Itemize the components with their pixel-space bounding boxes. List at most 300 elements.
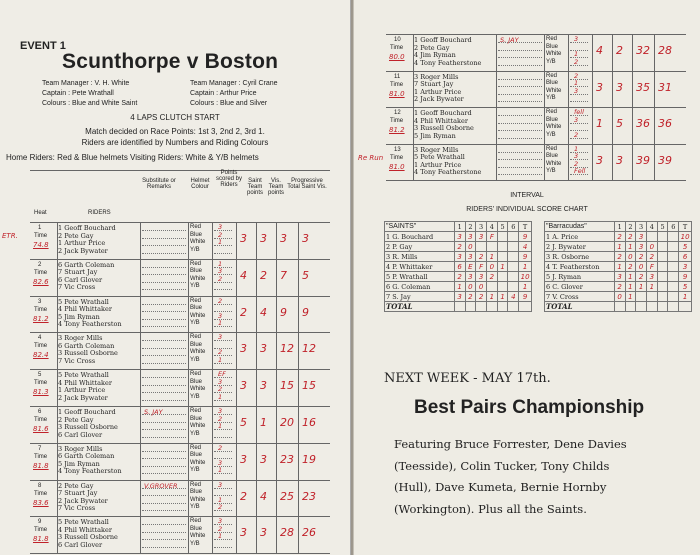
ride-score: 2 xyxy=(614,232,625,242)
ride-score: 3 xyxy=(454,292,465,302)
pts-dots xyxy=(214,230,232,231)
helmet-colour: Red xyxy=(546,145,558,152)
sub-dots xyxy=(142,289,186,290)
heat-table-bottom-rule xyxy=(30,553,330,554)
right-page xyxy=(354,0,700,555)
helmet-colour: Y/B xyxy=(546,131,556,138)
sub-dots xyxy=(142,524,186,525)
helmet-colour: Red xyxy=(190,481,202,488)
rider-points: 3 xyxy=(218,223,223,231)
prog-saint: 3 xyxy=(280,232,287,245)
ride-score xyxy=(508,242,519,252)
saint-team-points: 1 xyxy=(596,117,603,130)
ride-score: 0 xyxy=(486,262,497,272)
rider-total: 5 xyxy=(679,282,692,292)
rider-name: 3 Roger Mills xyxy=(58,444,103,453)
helmet-colour: Red xyxy=(190,408,202,414)
ride-score xyxy=(486,242,497,252)
ride-score xyxy=(668,252,679,262)
ride-score: 1 xyxy=(625,242,636,252)
rider-points: 3 xyxy=(218,311,223,320)
col-prog: Progressive Total Saint Vis. xyxy=(287,178,327,190)
sub-dots xyxy=(142,245,186,246)
heat-rule xyxy=(386,71,686,72)
rider-name: 2 Jack Bywater xyxy=(58,246,108,255)
helmet-colour: Y/B xyxy=(190,430,200,437)
vis-team-points: 3 xyxy=(616,80,623,94)
rider-name: 4 Tony Featherston xyxy=(58,320,122,329)
pts-dots xyxy=(570,101,588,102)
prog-saint: 39 xyxy=(636,153,650,167)
time-label: Time xyxy=(34,527,48,534)
saint-team-points: 3 xyxy=(596,153,603,167)
rider-points: 3 xyxy=(218,407,223,415)
ride-score: 1 xyxy=(625,272,636,282)
sub-dots xyxy=(142,532,186,533)
heat-rule xyxy=(30,332,330,333)
rider-points: 1 xyxy=(218,319,223,328)
total-cell xyxy=(454,302,465,312)
heat-number: 5 xyxy=(38,372,42,379)
rider-points: 2 xyxy=(218,524,223,533)
ride-score xyxy=(657,262,668,272)
total-cell xyxy=(679,302,692,312)
rider-row-name: 6 G. Coleman xyxy=(385,282,455,292)
col-helmet: Helmet Colour xyxy=(190,178,210,190)
prog-vis: 28 xyxy=(658,44,672,57)
heat-rule xyxy=(386,34,686,35)
rider-row-name: 7 V. Cross xyxy=(545,292,615,302)
pts-dots xyxy=(570,130,588,131)
ride-score xyxy=(508,282,519,292)
rider-points: 1 xyxy=(218,238,223,246)
prog-vis: 16 xyxy=(302,416,316,429)
ride-score: 2 xyxy=(465,292,476,302)
helmet-colour: Red xyxy=(546,72,558,79)
saint-team-points: 3 xyxy=(240,526,247,540)
pts-dots xyxy=(214,355,232,356)
heat-time: 81.8 xyxy=(33,535,49,544)
column-rule xyxy=(592,34,593,180)
score-table-saints xyxy=(384,221,532,312)
rider-name: 5 Pete Wrathall xyxy=(58,297,109,306)
ride-score: F xyxy=(476,262,487,272)
sub-dots xyxy=(498,94,542,95)
substitute-note: S. JAY xyxy=(144,408,163,416)
col-riders: RIDERS xyxy=(88,210,111,216)
heat-time: 81.2 xyxy=(389,126,405,134)
sub-dots xyxy=(142,495,186,496)
featuring-line-4: (Workington). Plus all the Saints. xyxy=(394,501,587,516)
time-label: Time xyxy=(34,490,48,497)
time-label: Time xyxy=(34,343,48,350)
sub-dots xyxy=(142,355,186,356)
rider-name: 6 Garth Coleman xyxy=(58,452,115,461)
pts-dots xyxy=(214,289,232,290)
rider-total: 1 xyxy=(519,282,532,292)
helmet-colour: Y/B xyxy=(190,246,200,253)
col-number: 2 xyxy=(465,222,476,232)
helmet-colour: Blue xyxy=(190,305,203,312)
column-rule xyxy=(654,34,655,180)
time-label: Time xyxy=(390,154,404,161)
ride-score xyxy=(657,242,668,252)
rider-total: 1 xyxy=(679,292,692,302)
pts-dots xyxy=(570,57,588,58)
ride-score xyxy=(668,272,679,282)
rider-row-name: 6 C. Glover xyxy=(545,282,615,292)
heat-time: 82.6 xyxy=(33,277,49,286)
helmet-colour: Y/B xyxy=(546,168,556,174)
total-cell xyxy=(508,302,519,312)
col-points: Points scored by Riders xyxy=(216,170,243,188)
ride-score: 1 xyxy=(625,282,636,292)
pts-dots xyxy=(214,304,232,305)
ride-score xyxy=(646,292,657,302)
rider-name: 1 Geoff Bouchard xyxy=(58,408,116,416)
rider-total: 4 xyxy=(519,242,532,252)
helmet-colour: White xyxy=(190,275,206,282)
pts-dots xyxy=(570,159,588,160)
sub-dots xyxy=(142,385,186,386)
featuring-block xyxy=(394,434,627,520)
featuring-line-3: (Hull), Dave Kumeta, Bernie Hornby xyxy=(394,480,607,494)
prog-saint: 28 xyxy=(280,526,294,540)
sub-dots xyxy=(142,510,186,511)
heat-rule xyxy=(30,516,330,517)
sub-dots xyxy=(498,65,542,66)
sub-dots xyxy=(142,363,186,364)
helmet-colour: Y/B xyxy=(546,95,556,101)
ride-score xyxy=(486,282,497,292)
rider-points: 1 xyxy=(218,259,223,268)
rider-row-name: 4 T. Featherston xyxy=(545,262,615,272)
pts-dots xyxy=(214,547,232,548)
ride-score: 2 xyxy=(486,272,497,282)
pts-dots xyxy=(214,422,232,423)
rider-name: 3 Russell Osborne xyxy=(58,349,118,358)
pts-dots xyxy=(570,65,588,66)
rider-name: 1 Arthur Price xyxy=(58,239,106,247)
prog-saint: 12 xyxy=(280,342,294,356)
sub-dots xyxy=(142,503,186,504)
pts-dots xyxy=(214,437,232,438)
heat-number: 3 xyxy=(38,298,42,305)
col-saint: Saint Team points xyxy=(246,178,263,196)
ride-score xyxy=(668,262,679,272)
helmet-colour: White xyxy=(190,533,206,540)
ride-score: 3 xyxy=(465,272,476,282)
pts-dots xyxy=(570,86,588,87)
rider-name: 4 Phil Whittaker xyxy=(58,525,112,534)
column-rule xyxy=(632,34,633,180)
rider-name: 6 Carl Glover xyxy=(58,540,103,549)
saint-team-points: 4 xyxy=(596,44,603,57)
sub-dots xyxy=(142,304,186,305)
helmet-colour: Red xyxy=(546,109,558,115)
pts-dots xyxy=(570,42,588,43)
rider-name: 1 Geoff Bouchard xyxy=(58,224,116,232)
heat-time: 74.8 xyxy=(33,241,49,249)
helmet-colour: Red xyxy=(546,36,558,42)
rider-points: 2 xyxy=(574,71,579,80)
helmet-colour: Blue xyxy=(190,231,203,238)
ride-score xyxy=(508,252,519,262)
ride-score: F xyxy=(486,232,497,242)
pts-dots xyxy=(214,392,232,393)
colours-home: Colours : Blue and White Saint xyxy=(42,100,138,107)
rider-name: 2 Pete Gay xyxy=(58,231,94,240)
column-rule xyxy=(276,222,277,553)
heat-time: 81.0 xyxy=(389,162,405,171)
sub-dots xyxy=(142,238,186,239)
helmet-colour: Blue xyxy=(190,378,203,385)
sub-dots xyxy=(142,267,186,268)
rider-total: 9 xyxy=(519,232,532,242)
pts-dots xyxy=(214,311,232,312)
pts-dots xyxy=(214,495,232,496)
prog-saint: 25 xyxy=(280,489,294,503)
sub-dots xyxy=(142,377,186,378)
ride-score xyxy=(657,282,668,292)
ride-score: 2 xyxy=(625,262,636,272)
pts-dots xyxy=(570,152,588,153)
rider-name: 7 Vic Cross xyxy=(58,356,96,365)
ride-score: 3 xyxy=(646,272,657,282)
sub-dots xyxy=(498,115,542,116)
rider-points: 2 xyxy=(574,57,579,66)
heat-number: 4 xyxy=(38,335,42,342)
pts-dots xyxy=(214,348,232,349)
rider-points: 3 xyxy=(218,267,223,276)
sub-dots xyxy=(142,319,186,320)
pts-dots xyxy=(214,451,232,452)
prog-saint: 15 xyxy=(280,379,294,393)
pts-dots xyxy=(570,123,588,124)
vis-team-points: 4 xyxy=(260,305,267,319)
sub-dots xyxy=(142,466,186,467)
rider-points: 3 xyxy=(218,517,223,526)
ride-score: 3 xyxy=(454,252,465,262)
col-number: 2 xyxy=(625,222,636,232)
rider-name: 4 Phil Whittaker xyxy=(58,305,112,314)
vis-team-points: 3 xyxy=(260,452,267,466)
pts-dots xyxy=(214,539,232,540)
pts-dots xyxy=(214,326,232,327)
total-label: TOTAL xyxy=(385,302,455,312)
helmet-colour: Red xyxy=(190,371,202,378)
sub-dots xyxy=(142,392,186,393)
saint-team-points: 5 xyxy=(240,416,247,429)
rider-points: 2 xyxy=(218,414,223,423)
helmet-colour: Blue xyxy=(190,268,203,275)
ride-score xyxy=(657,232,668,242)
saint-team-points: 3 xyxy=(596,80,603,94)
prog-vis: 9 xyxy=(302,305,309,319)
prog-vis: 12 xyxy=(302,342,316,356)
total-cell xyxy=(465,302,476,312)
rider-name: 6 Carl Glover xyxy=(58,430,103,439)
helmet-colour: Red xyxy=(190,224,202,230)
helmet-colour: White xyxy=(190,459,206,466)
prog-saint: 32 xyxy=(636,44,650,57)
rider-points: 3 xyxy=(574,152,579,160)
total-label: TOTAL xyxy=(545,302,615,312)
manager-home: Team Manager : V. H. White xyxy=(42,80,130,87)
rider-points: 1 xyxy=(574,144,579,153)
rider-name: 5 Jim Ryman xyxy=(58,459,100,468)
rider-name: 7 Stuart Jay xyxy=(414,80,454,88)
ride-score: 0 xyxy=(465,282,476,292)
vis-team-points: 2 xyxy=(616,44,623,57)
vis-team-points: 3 xyxy=(260,232,267,245)
rider-points: 2 xyxy=(218,385,223,394)
column-rule xyxy=(212,222,213,553)
ride-score xyxy=(668,242,679,252)
total-cell xyxy=(614,302,625,312)
sub-dots xyxy=(142,437,186,438)
substitute-note: S. JAY xyxy=(500,36,519,44)
helmet-colour: White xyxy=(546,51,562,57)
laps-line: 4 LAPS CLUTCH START xyxy=(130,113,220,122)
sub-dots xyxy=(498,50,542,51)
helmet-colour: White xyxy=(190,423,206,429)
helmet-colour: Y/B xyxy=(546,58,556,65)
heat-number: 13 xyxy=(394,146,401,153)
helmet-colour: White xyxy=(546,87,562,94)
ride-score: 3 xyxy=(636,242,647,252)
pts-dots xyxy=(214,429,232,430)
rider-name: 3 Roger Mills xyxy=(414,145,459,154)
rider-points: 3 xyxy=(218,480,223,489)
heat-rule xyxy=(30,406,330,407)
heat-rule xyxy=(30,443,330,444)
vis-team-points: 4 xyxy=(260,489,267,503)
ride-score xyxy=(497,272,508,282)
captain-away: Captain : Arthur Price xyxy=(190,90,257,97)
rider-name: 3 Roger Mills xyxy=(58,334,103,343)
pts-dots xyxy=(214,319,232,320)
rider-total: 10 xyxy=(680,232,690,241)
ride-score: 2 xyxy=(454,272,465,282)
heat-table-bottom-rule xyxy=(386,180,686,181)
prog-saint: 20 xyxy=(280,416,294,429)
saint-team-points: 3 xyxy=(240,342,247,356)
sub-dots xyxy=(142,473,186,474)
time-label: Time xyxy=(34,453,48,460)
ride-score: 3 xyxy=(476,272,487,282)
sub-dots xyxy=(142,326,186,327)
ride-score: 2 xyxy=(454,242,465,252)
rider-name: 5 Pete Wrathall xyxy=(58,371,109,380)
rider-name: 4 Tony Featherstone xyxy=(414,168,482,176)
column-rule xyxy=(236,222,237,553)
pts-dots xyxy=(214,510,232,511)
rider-points: 3 xyxy=(218,333,223,342)
rider-name: 7 Vic Cross xyxy=(58,504,96,513)
pts-dots xyxy=(214,267,232,268)
heat-rule xyxy=(386,107,686,108)
helmet-colour: Blue xyxy=(190,489,203,496)
sub-dots xyxy=(498,79,542,80)
time-label: Time xyxy=(34,269,48,276)
pts-dots xyxy=(570,79,588,80)
col-number: T xyxy=(519,222,532,232)
prog-vis: 15 xyxy=(302,379,316,393)
ride-score xyxy=(508,262,519,272)
ride-score: 2 xyxy=(476,292,487,302)
rider-name: 6 Carl Glover xyxy=(58,275,103,284)
sub-dots xyxy=(142,547,186,548)
ride-score xyxy=(668,282,679,292)
rider-name: 4 Phil Whittaker xyxy=(414,116,468,125)
rider-name: 3 Russell Osborne xyxy=(58,423,118,431)
ride-score xyxy=(497,252,508,262)
total-cell xyxy=(657,302,668,312)
rider-total: 10 xyxy=(520,272,530,281)
rider-points: EF xyxy=(218,370,226,379)
heat-number: 11 xyxy=(394,73,401,80)
rider-name: 1 Arthur Price xyxy=(58,386,106,395)
ride-score: 1 xyxy=(486,292,497,302)
rider-name: 3 Roger Mills xyxy=(414,72,459,81)
manager-away: Team Manager : Cyril Crane xyxy=(190,80,278,87)
sub-dots xyxy=(498,86,542,87)
helmet-colour: Y/B xyxy=(190,504,200,511)
sub-dots xyxy=(498,174,542,175)
rider-name: 1 Arthur Price xyxy=(414,160,462,169)
ride-score: 0 xyxy=(614,292,625,302)
pts-dots xyxy=(214,532,232,533)
team-heading: "Barracudas" xyxy=(545,222,615,232)
ride-score: F xyxy=(646,262,657,272)
sub-dots xyxy=(498,167,542,168)
rider-name: 5 Pete Wrathall xyxy=(414,153,465,161)
colours-away: Colours : Blue and Silver xyxy=(190,100,268,107)
ride-score: 1 xyxy=(454,282,465,292)
pts-dots xyxy=(214,458,232,459)
sub-dots xyxy=(142,274,186,275)
featuring-line-2: (Teesside), Colin Tucker, Tony Childs xyxy=(394,458,610,473)
heat-number: 2 xyxy=(38,261,42,268)
sub-dots xyxy=(142,348,186,349)
pts-dots xyxy=(214,253,232,254)
ride-score xyxy=(497,232,508,242)
pts-dots xyxy=(570,50,588,51)
col-number: 4 xyxy=(646,222,657,232)
prog-saint: 23 xyxy=(280,452,294,466)
rider-points: fell xyxy=(574,108,584,116)
ride-score: 2 xyxy=(636,252,647,262)
ride-score: 2 xyxy=(625,232,636,242)
rider-row-name: 5 P. Wrathall xyxy=(385,272,455,282)
rider-points: 2 xyxy=(218,443,223,452)
rider-name: 5 Pete Wrathall xyxy=(58,518,109,527)
vis-team-points: 3 xyxy=(260,342,267,356)
time-label: Time xyxy=(34,233,48,239)
helmet-colour: Blue xyxy=(190,341,203,348)
ride-score: 2 xyxy=(636,272,647,282)
captain-home: Captain : Pete Wrathall xyxy=(42,90,114,97)
column-rule xyxy=(188,222,189,553)
rider-name: 4 Phil Whittaker xyxy=(58,378,112,387)
helmet-colour: Y/B xyxy=(190,393,200,400)
prog-vis: 36 xyxy=(658,117,672,130)
rider-points: 1 xyxy=(218,392,223,401)
heat-time: 81.3 xyxy=(33,388,49,397)
col-number: T xyxy=(679,222,692,232)
ride-score: 3 xyxy=(636,232,647,242)
